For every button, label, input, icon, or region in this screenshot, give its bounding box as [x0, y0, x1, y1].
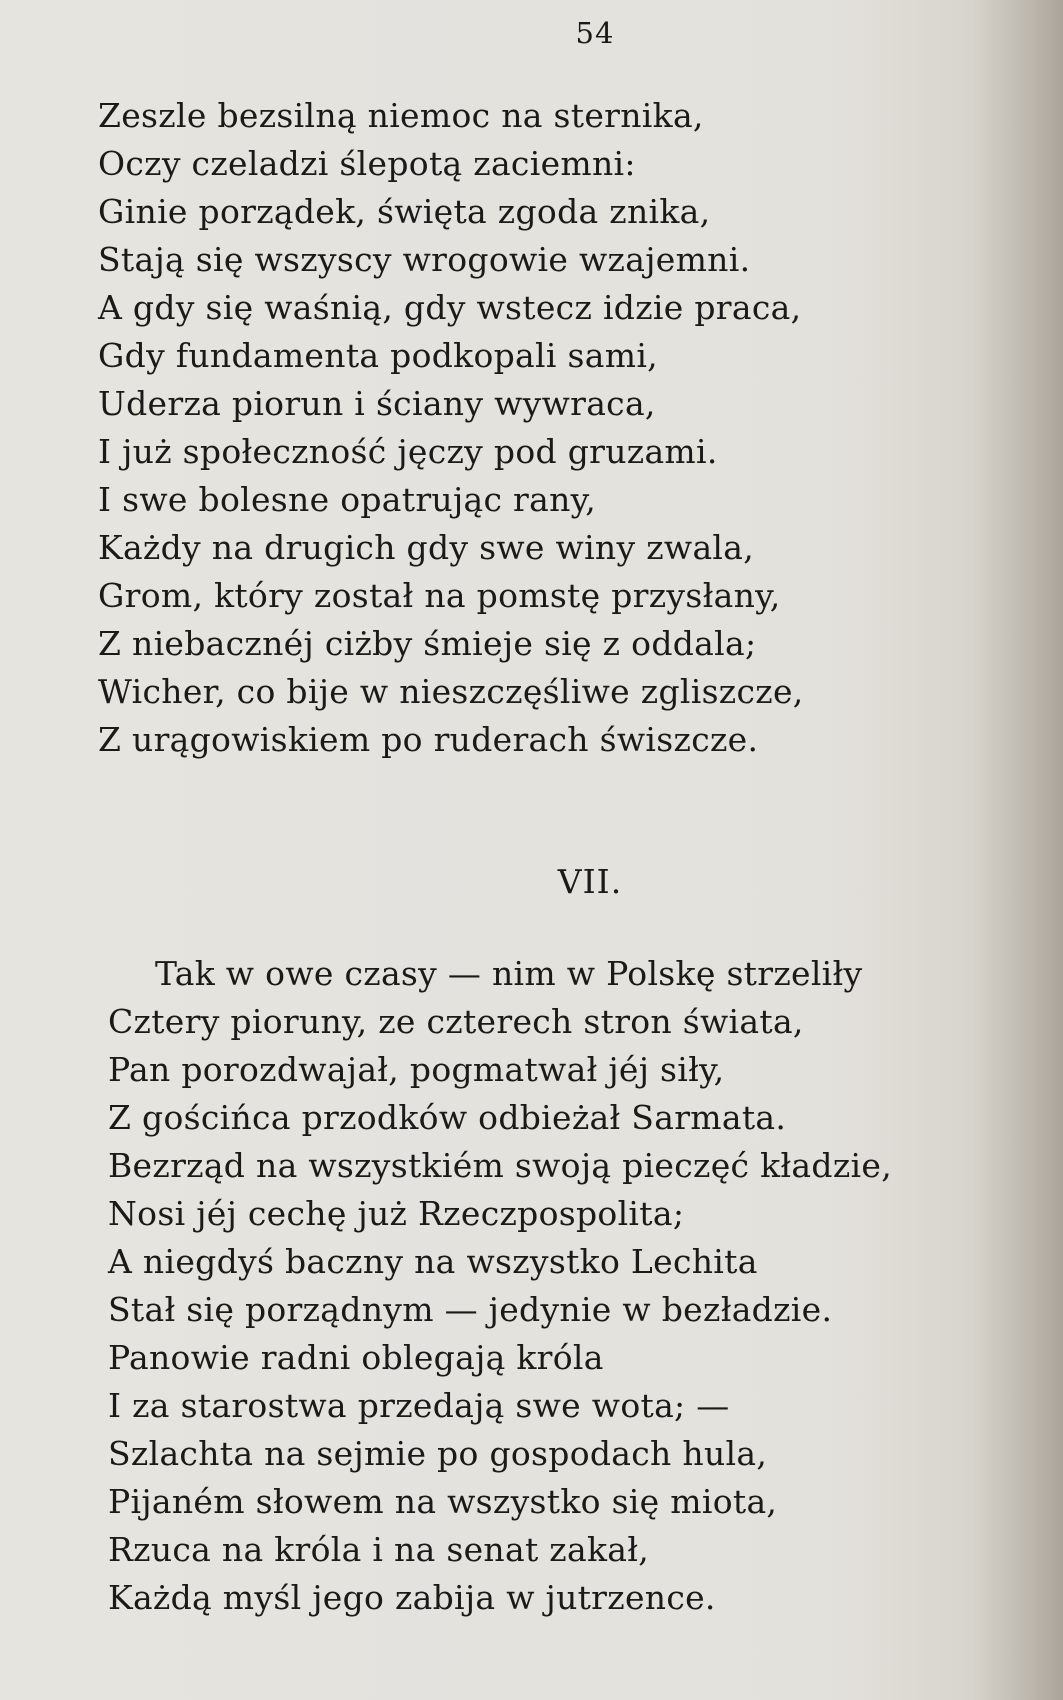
poem-line: Z niebacznéj ciżby śmieje się z oddala; [98, 624, 757, 663]
poem-line: Z gościńca przodków odbieżał Sarmata. [108, 1098, 787, 1137]
poem-line: I za starostwa przedają swe wota; — [108, 1386, 730, 1425]
poem-line: Grom, który został na pomstę przysłany, [98, 576, 781, 615]
poem-line: Oczy czeladzi ślepotą zaciemni: [98, 144, 636, 183]
poem-line: I swe bolesne opatrując rany, [98, 480, 596, 519]
poem-stanza-2 [108, 950, 892, 1622]
poem-line: Bezrząd na wszystkiém swoją pieczęć kładzie, [108, 1146, 892, 1185]
poem-line: Z urągowiskiem po ruderach świszcze. [98, 720, 759, 759]
poem-line: Wicher, co bije w nieszczęśliwe zgliszcze, [98, 672, 804, 711]
poem-line: I już społeczność jęczy pod gruzami. [98, 432, 718, 471]
poem-line: Tak w owe czasy — nim w Polskę strzeliły [155, 954, 863, 993]
poem-line: Rzuca na króla i na senat zakał, [108, 1530, 650, 1569]
page-number: 54 [575, 16, 615, 50]
poem-stanza-1 [98, 92, 804, 764]
poem-line: Pijaném słowem na wszystko się miota, [108, 1482, 778, 1521]
section-heading: VII. [557, 862, 623, 901]
poem-line: Pan porozdwajał, pogmatwał jéj siły, [108, 1050, 725, 1089]
poem-line: Szlachta na sejmie po gospodach hula, [108, 1434, 768, 1473]
poem-line: Zeszle bezsilną niemoc na sternika, [98, 96, 704, 135]
poem-line: Każdą myśl jego zabija w jutrzence. [108, 1578, 716, 1617]
poem-line: Cztery pioruny, ze czterech stron świata, [108, 1002, 804, 1041]
poem-line: Gdy fundamenta podkopali sami, [98, 336, 658, 375]
poem-line: Każdy na drugich gdy swe winy zwala, [98, 528, 755, 567]
poem-line: Stał się porządnym — jedynie w bezładzie. [108, 1290, 833, 1329]
poem-line: Uderza piorun i ściany wywraca, [98, 384, 656, 423]
poem-line: Ginie porządek, święta zgoda znika, [98, 192, 711, 231]
facing-page-bleed [973, 0, 1063, 1700]
poem-line: A gdy się waśnią, gdy wstecz idzie praca, [98, 288, 802, 327]
poem-line: Stają się wszyscy wrogowie wzajemni. [98, 240, 751, 279]
poem-line: Panowie radni oblegają króla [108, 1338, 604, 1377]
poem-line: A niegdyś baczny na wszystko Lechita [108, 1242, 758, 1281]
poem-line: Nosi jéj cechę już Rzeczpospolita; [108, 1194, 685, 1233]
